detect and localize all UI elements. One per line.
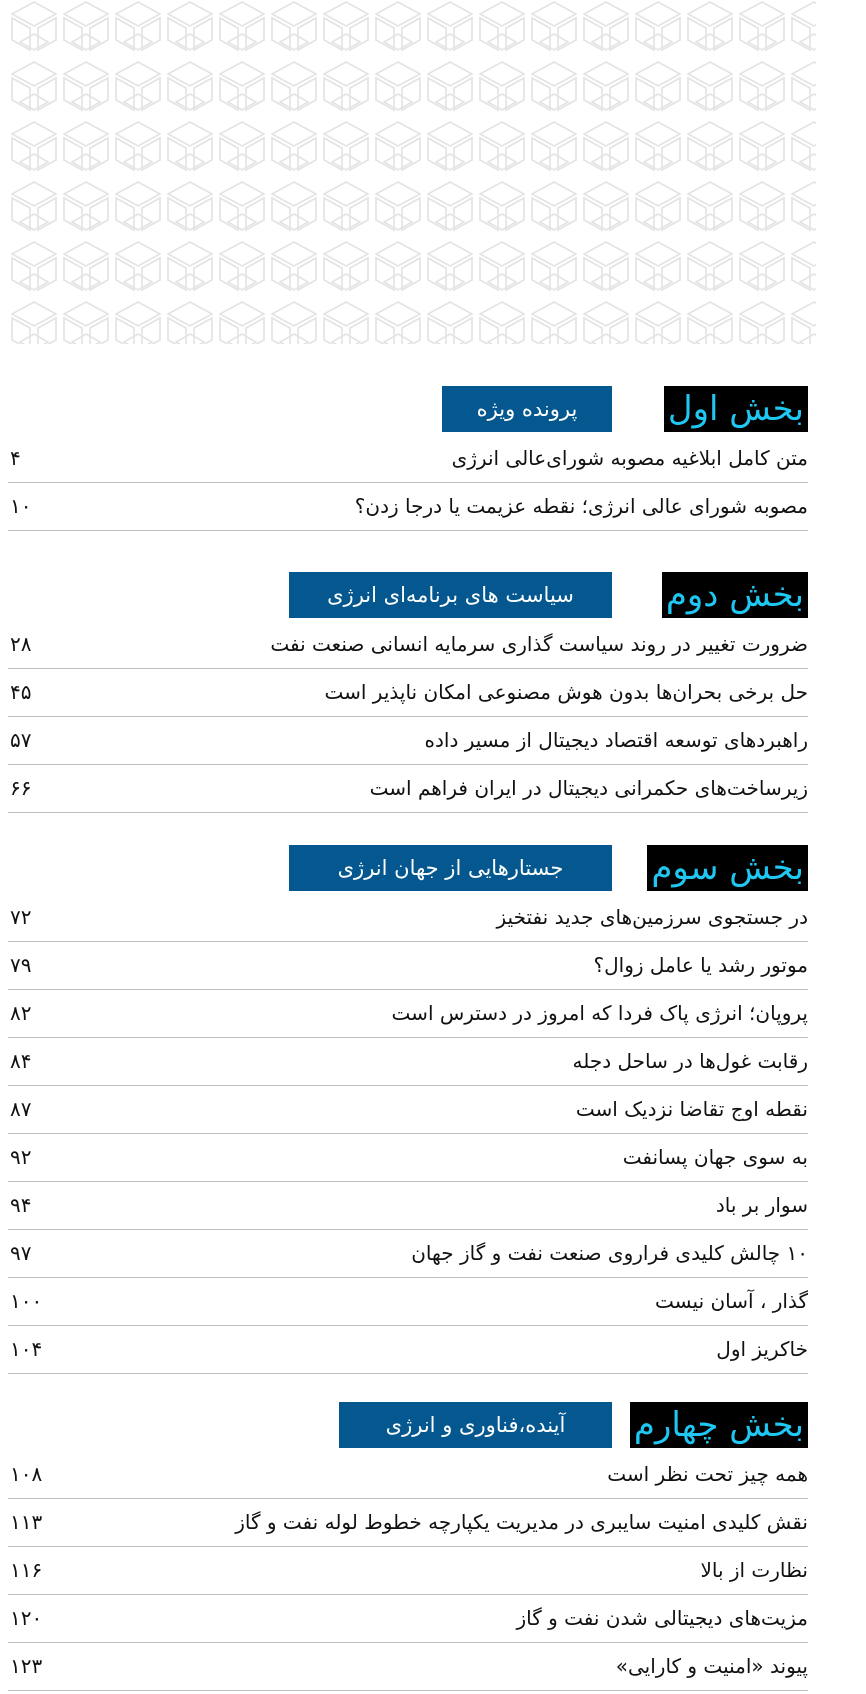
section-title: بخش چهارم	[630, 1402, 808, 1448]
toc-item-page: ۶۶	[10, 776, 32, 800]
toc-item-page: ۱۰۰	[10, 1289, 43, 1313]
toc-item-title: موتور رشد یا عامل زوال؟	[593, 953, 808, 977]
toc-item-title: مزیت‌های دیجیتالی شدن نفت و گاز	[516, 1606, 808, 1630]
toc-row[interactable]	[8, 1278, 808, 1326]
toc-row[interactable]	[8, 1182, 808, 1230]
toc-row[interactable]	[8, 1595, 808, 1643]
toc-row[interactable]	[8, 942, 808, 990]
section-4	[8, 1402, 808, 1691]
toc-item-title: راهبردهای توسعه اقتصاد دیجیتال از مسیر داده	[424, 728, 808, 752]
section-subtitle: سیاست های برنامه‌ای انرژی	[289, 572, 612, 618]
header-pattern-decoration	[8, 0, 816, 344]
toc-row[interactable]	[8, 765, 808, 813]
section-title: بخش اول	[664, 386, 808, 432]
section-subtitle: آینده،فناوری و انرژی	[339, 1402, 612, 1448]
toc-item-title: گذار ، آسان نیست	[655, 1289, 808, 1313]
toc-item-title: زیرساخت‌های حکمرانی دیجیتال در ایران فراهم است	[369, 776, 808, 800]
section-2	[8, 572, 808, 813]
toc-item-title: رقابت غول‌ها در ساحل دجله	[572, 1049, 808, 1073]
toc-row[interactable]	[8, 1086, 808, 1134]
toc-row[interactable]	[8, 1230, 808, 1278]
section-title: بخش سوم	[647, 845, 808, 891]
toc-row[interactable]	[8, 435, 808, 483]
toc-item-page: ۹۲	[10, 1145, 32, 1169]
toc-row[interactable]	[8, 1643, 808, 1691]
toc-item-title: پیوند «امنیت و کارایی»	[615, 1654, 808, 1678]
toc-item-page: ۴۵	[10, 680, 32, 704]
toc-item-page: ۵۷	[10, 728, 32, 752]
section-1	[8, 386, 808, 531]
toc-item-title: در جستجوی سرزمین‌های جدید نفتخیز	[496, 905, 808, 929]
toc-item-page: ۴	[10, 446, 21, 470]
toc-item-page: ۹۷	[10, 1241, 32, 1265]
toc-item-title: ضرورت تغییر در روند سیاست گذاری سرمایه انسانی صنعت نفت	[270, 632, 808, 656]
toc-item-page: ۱۰	[10, 494, 32, 518]
toc-item-title: ۱۰ چالش کلیدی فراروی صنعت نفت و گاز جهان	[411, 1241, 808, 1265]
toc-item-title: پروپان؛ انرژی پاک فردا که امروز در دسترس است	[391, 1001, 808, 1025]
toc-item-page: ۲۸	[10, 632, 32, 656]
section-subtitle: جستارهایی از جهان انرژی	[289, 845, 612, 891]
section-header	[8, 572, 808, 618]
toc-row[interactable]	[8, 1134, 808, 1182]
toc-item-title: نقش کلیدی امنیت سایبری در مدیریت یکپارچه خطوط لوله نفت و گاز	[235, 1510, 808, 1534]
toc-item-page: ۱۲۰	[10, 1606, 43, 1630]
toc-item-title: نقطه اوج تقاضا نزدیک است	[575, 1097, 808, 1121]
toc-row[interactable]	[8, 621, 808, 669]
toc-item-page: ۷۲	[10, 905, 32, 929]
toc-item-page: ۸۲	[10, 1001, 32, 1025]
toc-item-page: ۷۹	[10, 953, 32, 977]
toc-item-page: ۱۱۳	[10, 1510, 43, 1534]
toc-item-title: سوار بر باد	[715, 1193, 808, 1217]
toc-item-page: ۸۷	[10, 1097, 32, 1121]
toc-item-page: ۱۱۶	[10, 1558, 43, 1582]
section-header	[8, 1402, 808, 1448]
section-subtitle: پرونده ویژه	[442, 386, 612, 432]
toc-row[interactable]	[8, 483, 808, 531]
toc-row[interactable]	[8, 1038, 808, 1086]
section-header	[8, 845, 808, 891]
toc-item-page: ۸۴	[10, 1049, 32, 1073]
toc-row[interactable]	[8, 669, 808, 717]
toc-item-title: همه چیز تحت نظر است	[607, 1462, 808, 1486]
toc-item-title: متن کامل ابلاغیه مصوبه شورای‌عالی انرژی	[451, 446, 808, 470]
toc-item-page: ۹۴	[10, 1193, 32, 1217]
section-header	[8, 386, 808, 432]
toc-row[interactable]	[8, 1547, 808, 1595]
toc-item-title: خاکریز اول	[716, 1337, 808, 1361]
toc-item-title: نظارت از بالا	[700, 1558, 808, 1582]
toc-item-title: حل برخی بحران‌ها بدون هوش مصنوعی امکان ناپذیر است	[324, 680, 808, 704]
toc-row[interactable]	[8, 990, 808, 1038]
section-title: بخش دوم	[662, 572, 808, 618]
toc-row[interactable]	[8, 1451, 808, 1499]
toc-item-title: مصوبه شورای عالی انرژی؛ نقطه عزیمت یا درجا زدن؟	[354, 494, 808, 518]
toc-row[interactable]	[8, 1326, 808, 1374]
toc-item-title: به سوی جهان پسانفت	[622, 1145, 808, 1169]
toc-item-page: ۱۲۳	[10, 1654, 43, 1678]
toc-row[interactable]	[8, 717, 808, 765]
section-3	[8, 845, 808, 1374]
toc-row[interactable]	[8, 1499, 808, 1547]
toc-item-page: ۱۰۴	[10, 1337, 43, 1361]
toc-item-page: ۱۰۸	[10, 1462, 43, 1486]
toc-row[interactable]	[8, 894, 808, 942]
